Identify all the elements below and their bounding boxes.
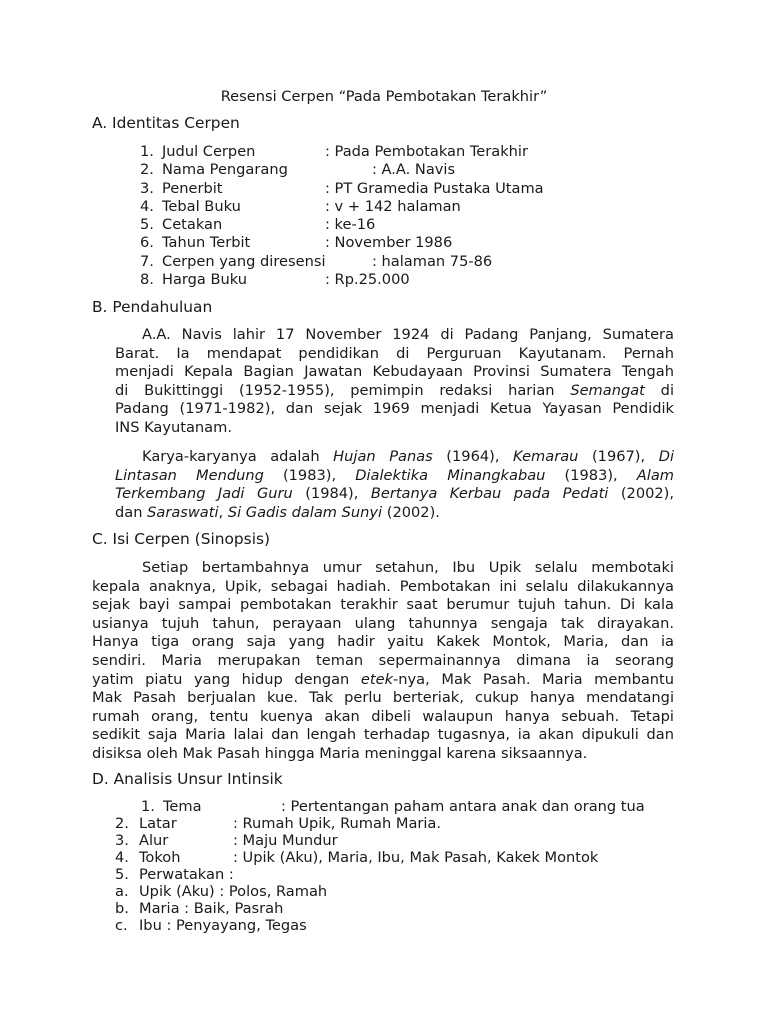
work-title: Alam xyxy=(636,466,674,484)
text-run: Karya-karyanya adalah xyxy=(142,448,334,465)
paragraph-line: rumah orang, tentu kuenya akan dibeli walaupun hanya sebuah. Tetapi xyxy=(92,707,674,725)
item-value: : v + 142 halaman xyxy=(325,197,461,215)
work-title: Terkembang Jadi Guru xyxy=(115,485,293,503)
publication-title: Semangat xyxy=(570,381,645,399)
item-label: Cetakan xyxy=(162,216,223,234)
paragraph-line: kepala anaknya, Upik, sebagai hadiah. Pembotakan ini selalu dilakukannya xyxy=(92,577,674,595)
text-run: , xyxy=(218,503,228,521)
text-run: (1983), xyxy=(263,466,356,484)
text-run: (2002). xyxy=(382,503,440,521)
item-label: Ibu : Penyayang, Tegas xyxy=(139,917,307,934)
text-run: di Bukittinggi (1952-1955), pemimpin redaksi harian xyxy=(115,381,571,399)
list-item xyxy=(140,234,660,252)
emphasized-word: etek xyxy=(360,670,394,688)
paragraph-line xyxy=(115,485,674,504)
item-label: Tebal Buku xyxy=(162,197,241,215)
paragraph-line: usianya tujuh tahun, perayaan ulang tahunnya sengaja tak dirayakan. xyxy=(92,614,674,632)
text-run: -nya, Mak Pasah. Maria membantu xyxy=(393,670,675,688)
document-title: Resensi Cerpen “Pada Pembotakan Terakhir” xyxy=(220,88,548,105)
paragraph-line: Setiap bertambahnya umur setahun, Ibu Upik selalu membotaki xyxy=(142,559,674,576)
text-run: dan xyxy=(115,503,148,521)
item-value: : Rumah Upik, Rumah Maria. xyxy=(233,815,442,832)
item-label: Alur xyxy=(139,832,169,849)
list-item xyxy=(140,143,660,161)
list-item xyxy=(140,161,660,179)
item-value: : Rp.25.000 xyxy=(325,271,410,289)
list-item xyxy=(115,815,675,832)
item-number: 1. xyxy=(140,143,154,160)
section-b-heading: B. Pendahuluan xyxy=(92,298,213,316)
section-c-heading: C. Isi Cerpen (Sinopsis) xyxy=(92,530,270,548)
paragraph-line: sedikit saja Maria lalai dan lengah terhadap tugasnya, ia akan dipukuli dan xyxy=(92,726,674,744)
paragraph-line: sendiri. Maria merupakan teman sepermainannya dimana ia seorang xyxy=(92,651,674,669)
item-label: Tahun Terbit xyxy=(162,234,251,252)
item-number: 4. xyxy=(140,197,154,215)
paragraph-line: menjadi Kepala Bagian Jawatan Kebudayaan Provinsi Sumatera Tengah xyxy=(115,363,674,381)
text-run: (1984), xyxy=(292,485,371,503)
text-run: (2002), xyxy=(608,485,675,503)
item-value: : November 1986 xyxy=(325,234,453,252)
item-number: 2. xyxy=(140,161,154,179)
item-letter: b. xyxy=(115,900,129,917)
paragraph-line xyxy=(115,448,674,467)
item-value: : halaman 75-86 xyxy=(372,252,493,270)
item-value: : A.A. Navis xyxy=(372,161,456,179)
list-item xyxy=(140,198,660,216)
work-title: Di xyxy=(658,448,674,465)
work-title: Dialektika Minangkabau xyxy=(355,466,546,484)
item-number: 3. xyxy=(115,832,129,849)
item-number: 2. xyxy=(115,815,129,832)
list-item xyxy=(115,883,675,900)
list-item xyxy=(115,917,675,934)
work-title: Saraswati xyxy=(147,503,219,521)
paragraph-line: INS Kayutanam. xyxy=(115,418,232,436)
item-label: Cerpen yang diresensi xyxy=(162,252,326,270)
list-item xyxy=(115,832,675,849)
text-run: (1967), xyxy=(578,448,659,465)
work-title: Hujan Panas xyxy=(333,448,433,465)
list-item xyxy=(115,849,675,866)
text-run: (1983), xyxy=(545,466,637,484)
list-item xyxy=(115,900,675,917)
intro-paragraph-1 xyxy=(115,326,674,438)
paragraph-line: A.A. Navis lahir 17 November 1924 di Padang Panjang, Sumatera xyxy=(142,326,674,343)
item-label: Perwatakan : xyxy=(139,866,234,883)
item-letter: a. xyxy=(115,883,129,900)
item-label: Judul Cerpen xyxy=(162,143,256,160)
work-title: Kemarau xyxy=(513,448,579,465)
text-run: di xyxy=(644,381,674,399)
paragraph-line: Padang (1971-1982), dan sejak 1969 menjadi Ketua Yayasan Pendidik xyxy=(115,400,674,418)
section-a-heading: A. Identitas Cerpen xyxy=(92,114,240,132)
item-value: : PT Gramedia Pustaka Utama xyxy=(325,179,544,197)
item-label: Upik (Aku) : Polos, Ramah xyxy=(139,883,328,900)
work-title: Bertanya Kerbau pada Pedati xyxy=(370,485,609,503)
item-value: : Pertentangan paham antara anak dan orang tua xyxy=(281,798,645,815)
item-number: 8. xyxy=(140,271,154,289)
item-label: Latar xyxy=(139,815,177,832)
paragraph-line: Hanya tiga orang saja yang hadir yaitu Kakek Montok, Maria, dan ia xyxy=(92,633,674,651)
identity-list xyxy=(140,143,660,289)
paragraph-line: disiksa oleh Mak Pasah hingga Maria meninggal karena siksaannya. xyxy=(92,744,588,762)
item-label: Penerbit xyxy=(162,179,223,197)
item-number: 6. xyxy=(140,234,154,252)
item-value: : Maju Mundur xyxy=(233,832,338,849)
list-item xyxy=(140,180,660,198)
paragraph-line xyxy=(115,382,674,401)
item-label: Maria : Baik, Pasrah xyxy=(139,900,284,917)
paragraph-line: Mak Pasah berjualan kue. Tak perlu berteriak, cukup hanya mendatangi xyxy=(92,689,674,707)
item-number: 4. xyxy=(115,849,129,866)
item-number: 5. xyxy=(115,866,129,883)
item-number: 3. xyxy=(140,179,154,197)
item-value: : Upik (Aku), Maria, Ibu, Mak Pasah, Kakek Montok xyxy=(233,849,599,866)
intro-paragraph-2 xyxy=(115,448,674,522)
list-item xyxy=(115,798,675,815)
work-title: Lintasan Mendung xyxy=(115,466,264,484)
list-item xyxy=(115,866,675,883)
item-label: Tokoh xyxy=(139,849,181,866)
text-run: yatim piatu yang hidup dengan xyxy=(92,670,361,688)
item-label: Tema xyxy=(163,798,202,815)
item-number: 1. xyxy=(141,798,155,815)
item-label: Harga Buku xyxy=(162,271,248,289)
paragraph-line xyxy=(92,671,674,690)
list-item xyxy=(140,216,660,234)
paragraph-line xyxy=(115,504,674,523)
work-title: Si Gadis dalam Sunyi xyxy=(227,503,383,521)
paragraph-line: Barat. Ia mendapat pendidikan di Perguruan Kayutanam. Pernah xyxy=(115,344,674,362)
list-item xyxy=(140,253,660,271)
item-number: 5. xyxy=(140,216,154,234)
intrinsic-list xyxy=(115,798,675,934)
text-run: (1964), xyxy=(432,448,514,465)
section-d-heading: D. Analisis Unsur Intinsik xyxy=(92,770,283,788)
item-number: 7. xyxy=(140,252,154,270)
item-value: : Pada Pembotakan Terakhir xyxy=(325,143,528,160)
synopsis-paragraph xyxy=(92,559,674,764)
list-item xyxy=(140,271,660,289)
item-label: Nama Pengarang xyxy=(162,161,288,179)
item-letter: c. xyxy=(115,917,128,934)
paragraph-line xyxy=(115,467,674,486)
paragraph-line: sejak bayi sampai pembotakan terakhir saat berumur tujuh tahun. Di kala xyxy=(92,596,674,614)
item-value: : ke-16 xyxy=(325,216,376,234)
